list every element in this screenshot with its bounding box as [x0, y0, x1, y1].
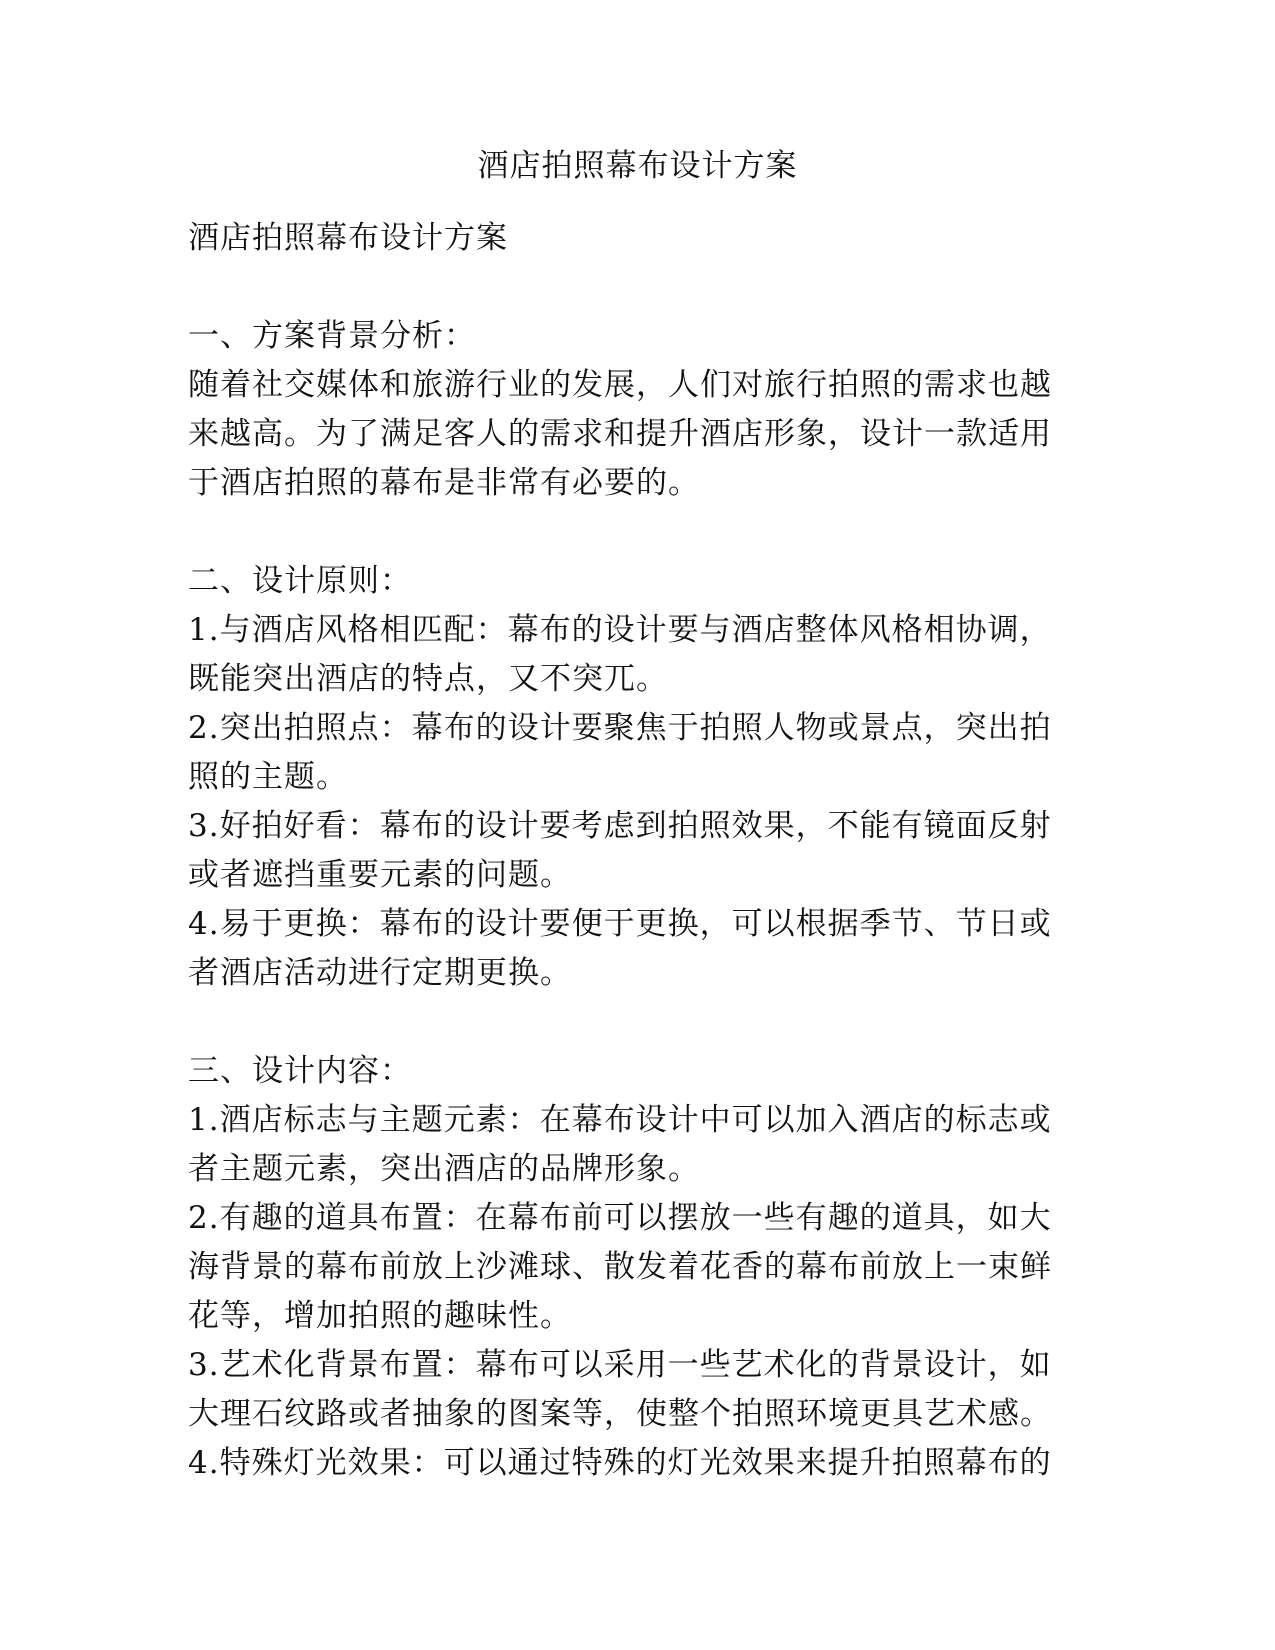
- paragraph-line: 4.易于更换：幕布的设计要便于更换，可以根据季节、节日或: [188, 906, 1052, 942]
- paragraph-line: 或者遮挡重要元素的问题。: [188, 857, 572, 893]
- paragraph-line: 者酒店活动进行定期更换。: [188, 955, 572, 991]
- paragraph-line: 花等，增加拍照的趣味性。: [188, 1298, 572, 1334]
- paragraph-line: 1.酒店标志与主题元素：在幕布设计中可以加入酒店的标志或: [188, 1102, 1052, 1138]
- document-body: [188, 214, 1088, 1488]
- paragraph-gap: [188, 263, 1088, 312]
- paragraph-line: 3.艺术化背景布置：幕布可以采用一些艺术化的背景设计，如: [188, 1347, 1052, 1383]
- paragraph-line: 2.突出拍照点：幕布的设计要聚焦于拍照人物或景点，突出拍: [188, 710, 1052, 746]
- paragraph-line: 既能突出酒店的特点，又不突兀。: [188, 661, 668, 697]
- paragraph-line: 1.与酒店风格相匹配：幕布的设计要与酒店整体风格相协调，: [188, 612, 1052, 648]
- paragraph-line: 海背景的幕布前放上沙滩球、散发着花香的幕布前放上一束鲜: [188, 1249, 1052, 1285]
- paragraph-gap: [188, 508, 1088, 557]
- paragraph-line: 随着社交媒体和旅游行业的发展，人们对旅行拍照的需求也越: [188, 367, 1052, 403]
- paragraph-line: 者主题元素，突出酒店的品牌形象。: [188, 1151, 700, 1187]
- section-heading-principles: 二、设计原则：: [188, 563, 412, 599]
- paragraph-line: 于酒店拍照的幕布是非常有必要的。: [188, 465, 700, 501]
- paragraph-gap: [188, 998, 1088, 1047]
- section-heading-content: 三、设计内容：: [188, 1053, 412, 1089]
- document-subtitle: 酒店拍照幕布设计方案: [188, 220, 508, 256]
- paragraph-line: 照的主题。: [188, 759, 348, 795]
- section-heading-background: 一、方案背景分析：: [188, 318, 476, 354]
- paragraph-line: 大理石纹路或者抽象的图案等，使整个拍照环境更具艺术感。: [188, 1396, 1052, 1432]
- document-title: 酒店拍照幕布设计方案: [477, 148, 798, 184]
- paragraph-line: 3.好拍好看：幕布的设计要考虑到拍照效果，不能有镜面反射: [188, 808, 1052, 844]
- paragraph-line: 2.有趣的道具布置：在幕布前可以摆放一些有趣的道具，如大: [188, 1200, 1052, 1236]
- paragraph-line: 4.特殊灯光效果：可以通过特殊的灯光效果来提升拍照幕布的: [188, 1445, 1052, 1481]
- paragraph-line: 来越高。为了满足客人的需求和提升酒店形象，设计一款适用: [188, 416, 1052, 452]
